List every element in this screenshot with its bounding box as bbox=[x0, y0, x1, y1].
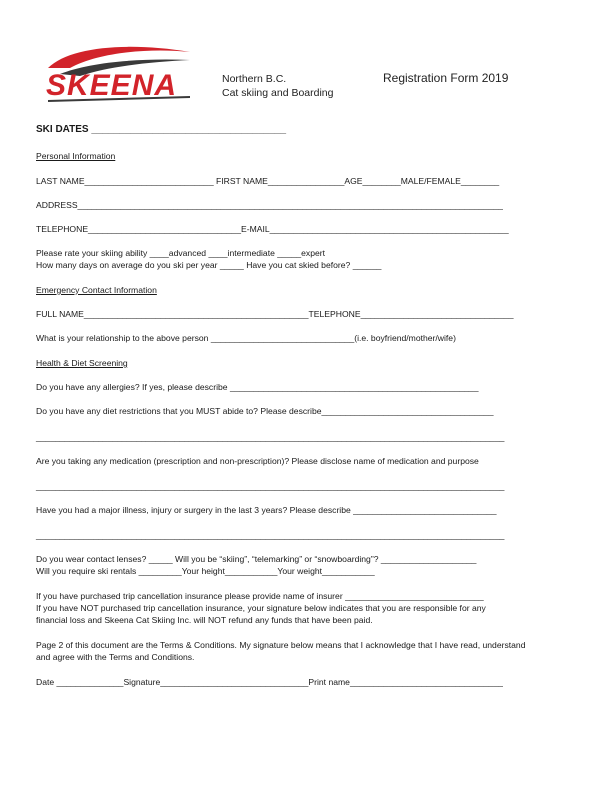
logo-text: SKEENA bbox=[46, 69, 178, 102]
skill-rating-line[interactable]: Please rate your skiing ability ____advanced ____intermediate _____expert bbox=[36, 248, 326, 258]
emergency-heading: Emergency Contact Information bbox=[36, 285, 157, 295]
org-line-2: Cat skiing and Boarding bbox=[222, 87, 334, 99]
insurance-line-3: financial loss and Skeena Cat Skiing Inc. will NOT refund any funds that have been paid. bbox=[36, 615, 373, 625]
diet-line[interactable]: Do you have any diet restrictions that you MUST abide to? Please describe____________________________________ bbox=[36, 406, 494, 416]
ski-days-line[interactable]: How many days on average do you ski per year _____ Have you cat skied before? ______ bbox=[36, 260, 382, 270]
signature-line[interactable]: Date ______________Signature_______________________________Print name________________________________ bbox=[36, 677, 503, 687]
phone-email-line[interactable]: TELEPHONE________________________________E-MAIL__________________________________________________ bbox=[36, 224, 509, 234]
form-title: Registration Form 2019 bbox=[383, 71, 509, 85]
rentals-line[interactable]: Will you require ski rentals _________Your height___________Your weight___________ bbox=[36, 566, 375, 576]
org-line-1: Northern B.C. bbox=[222, 73, 287, 85]
health-heading: Health & Diet Screening bbox=[36, 358, 128, 368]
medication-blank-line[interactable]: __________________________________________________________________________________________________ bbox=[36, 481, 505, 491]
insurance-line-2: If you have NOT purchased trip cancellation insurance, your signature below indicates that you are responsible for any bbox=[36, 603, 486, 613]
emergency-name-line[interactable]: FULL NAME_______________________________________________TELEPHONE________________________________ bbox=[36, 309, 514, 319]
address-field-line[interactable]: ADDRESS_________________________________________________________________________________________ bbox=[36, 200, 503, 210]
diet-blank-line[interactable]: __________________________________________________________________________________________________ bbox=[36, 432, 505, 442]
name-fields-line[interactable]: LAST NAME___________________________ FIRST NAME________________AGE________MALE/FEMALE________ bbox=[36, 176, 500, 186]
illness-blank-line[interactable]: __________________________________________________________________________________________________ bbox=[36, 530, 505, 540]
ski-dates-field[interactable]: SKI DATES ___________________________________ bbox=[36, 124, 287, 135]
contacts-line[interactable]: Do you wear contact lenses? _____ Will you be “skiing”, “telemarking” or “snowboarding”? ____________________ bbox=[36, 554, 477, 564]
terms-line-1: Page 2 of this document are the Terms & Conditions. My signature below means that I acknowledge that I have read, understand bbox=[36, 640, 526, 650]
medication-line: Are you taking any medication (prescription and non-prescription)? Please disclose name of medication and purpose bbox=[36, 456, 479, 466]
personal-info-heading: Personal Information bbox=[36, 151, 116, 161]
insurance-line-1[interactable]: If you have purchased trip cancellation insurance please provide name of insurer _____________________________ bbox=[36, 591, 484, 601]
allergies-line[interactable]: Do you have any allergies? If yes, please describe ____________________________________________________ bbox=[36, 382, 479, 392]
relationship-line[interactable]: What is your relationship to the above person ______________________________(i.e. boyfriend/mother/wife) bbox=[36, 333, 456, 343]
illness-line[interactable]: Have you had a major illness, injury or surgery in the last 3 years? Please describe ______________________________ bbox=[36, 505, 497, 515]
terms-line-2: and agree with the Terms and Conditions. bbox=[36, 652, 195, 662]
